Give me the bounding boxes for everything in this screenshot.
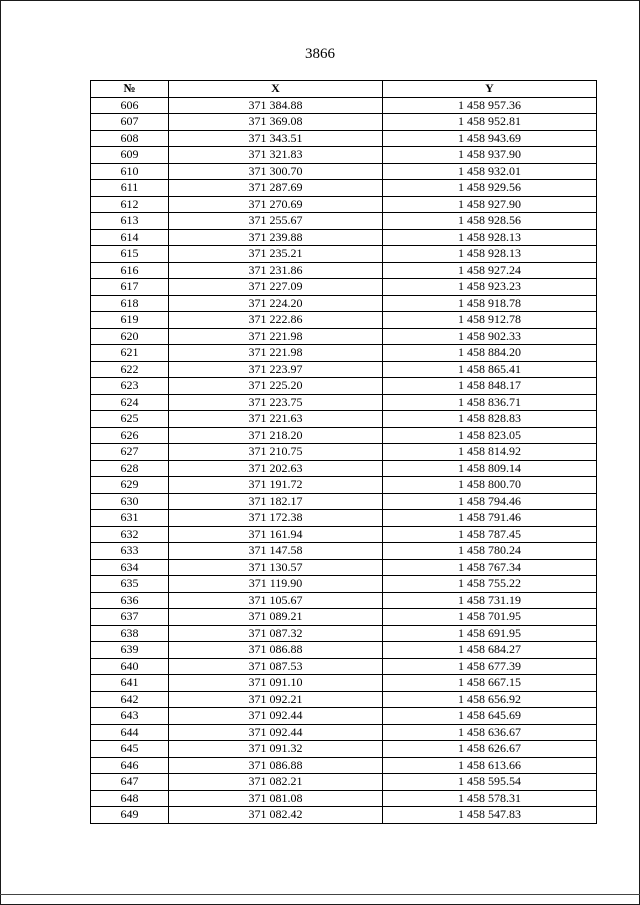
cell-number: 616 — [91, 262, 169, 279]
cell-y: 1 458 684.27 — [383, 642, 597, 659]
cell-x: 371 255.67 — [169, 213, 383, 230]
cell-x: 371 384.88 — [169, 97, 383, 114]
cell-y: 1 458 656.92 — [383, 691, 597, 708]
cell-number: 619 — [91, 312, 169, 329]
cell-x: 371 221.98 — [169, 345, 383, 362]
table-row — [91, 130, 597, 147]
table-row — [91, 724, 597, 741]
cell-x: 371 223.97 — [169, 361, 383, 378]
table-row — [91, 609, 597, 626]
cell-number: 638 — [91, 625, 169, 642]
cell-x: 371 119.90 — [169, 576, 383, 593]
cell-y: 1 458 578.31 — [383, 790, 597, 807]
cell-number: 627 — [91, 444, 169, 461]
coordinates-table — [90, 80, 597, 824]
cell-x: 371 130.57 — [169, 559, 383, 576]
table-row — [91, 477, 597, 494]
cell-y: 1 458 767.34 — [383, 559, 597, 576]
cell-number: 631 — [91, 510, 169, 527]
cell-x: 371 224.20 — [169, 295, 383, 312]
table-row — [91, 295, 597, 312]
cell-y: 1 458 595.54 — [383, 774, 597, 791]
table-row — [91, 180, 597, 197]
cell-x: 371 270.69 — [169, 196, 383, 213]
table-row — [91, 312, 597, 329]
table-row — [91, 592, 597, 609]
cell-x: 371 223.75 — [169, 394, 383, 411]
table-row — [91, 213, 597, 230]
cell-number: 615 — [91, 246, 169, 263]
cell-y: 1 458 932.01 — [383, 163, 597, 180]
cell-y: 1 458 645.69 — [383, 708, 597, 725]
cell-x: 371 287.69 — [169, 180, 383, 197]
cell-x: 371 239.88 — [169, 229, 383, 246]
cell-y: 1 458 791.46 — [383, 510, 597, 527]
table-row — [91, 807, 597, 824]
cell-x: 371 221.98 — [169, 328, 383, 345]
cell-y: 1 458 701.95 — [383, 609, 597, 626]
cell-number: 625 — [91, 411, 169, 428]
table-row — [91, 97, 597, 114]
header-number: № — [91, 81, 169, 98]
cell-y: 1 458 923.23 — [383, 279, 597, 296]
cell-x: 371 105.67 — [169, 592, 383, 609]
cell-number: 641 — [91, 675, 169, 692]
cell-number: 611 — [91, 180, 169, 197]
cell-number: 649 — [91, 807, 169, 824]
cell-y: 1 458 902.33 — [383, 328, 597, 345]
cell-x: 371 086.88 — [169, 757, 383, 774]
cell-x: 371 082.21 — [169, 774, 383, 791]
cell-x: 371 092.21 — [169, 691, 383, 708]
cell-x: 371 225.20 — [169, 378, 383, 395]
table-row — [91, 460, 597, 477]
table-row — [91, 345, 597, 362]
cell-x: 371 202.63 — [169, 460, 383, 477]
cell-x: 371 343.51 — [169, 130, 383, 147]
cell-x: 371 086.88 — [169, 642, 383, 659]
cell-number: 629 — [91, 477, 169, 494]
cell-y: 1 458 613.66 — [383, 757, 597, 774]
cell-number: 623 — [91, 378, 169, 395]
table-row — [91, 642, 597, 659]
table-row — [91, 427, 597, 444]
cell-y: 1 458 809.14 — [383, 460, 597, 477]
cell-x: 371 147.58 — [169, 543, 383, 560]
table-row — [91, 114, 597, 131]
cell-number: 637 — [91, 609, 169, 626]
table-row — [91, 163, 597, 180]
cell-x: 371 191.72 — [169, 477, 383, 494]
cell-x: 371 235.21 — [169, 246, 383, 263]
cell-number: 640 — [91, 658, 169, 675]
table-row — [91, 229, 597, 246]
cell-x: 371 091.10 — [169, 675, 383, 692]
cell-number: 630 — [91, 493, 169, 510]
cell-number: 606 — [91, 97, 169, 114]
cell-number: 617 — [91, 279, 169, 296]
cell-number: 644 — [91, 724, 169, 741]
cell-x: 371 092.44 — [169, 708, 383, 725]
cell-x: 371 227.09 — [169, 279, 383, 296]
cell-y: 1 458 937.90 — [383, 147, 597, 164]
cell-y: 1 458 884.20 — [383, 345, 597, 362]
table-row — [91, 526, 597, 543]
cell-y: 1 458 927.24 — [383, 262, 597, 279]
cell-number: 636 — [91, 592, 169, 609]
cell-y: 1 458 928.13 — [383, 246, 597, 263]
cell-number: 613 — [91, 213, 169, 230]
cell-x: 371 221.63 — [169, 411, 383, 428]
cell-x: 371 218.20 — [169, 427, 383, 444]
cell-x: 371 081.08 — [169, 790, 383, 807]
cell-number: 621 — [91, 345, 169, 362]
cell-x: 371 231.86 — [169, 262, 383, 279]
cell-number: 646 — [91, 757, 169, 774]
cell-y: 1 458 912.78 — [383, 312, 597, 329]
page-number: 3866 — [305, 46, 335, 62]
table-row — [91, 196, 597, 213]
cell-y: 1 458 823.05 — [383, 427, 597, 444]
cell-y: 1 458 794.46 — [383, 493, 597, 510]
cell-number: 643 — [91, 708, 169, 725]
header-y: Y — [383, 81, 597, 98]
cell-number: 622 — [91, 361, 169, 378]
cell-number: 634 — [91, 559, 169, 576]
table-row — [91, 378, 597, 395]
table-row — [91, 510, 597, 527]
cell-number: 610 — [91, 163, 169, 180]
table-row — [91, 361, 597, 378]
cell-y: 1 458 865.41 — [383, 361, 597, 378]
table-row — [91, 790, 597, 807]
table-row — [91, 741, 597, 758]
cell-y: 1 458 828.83 — [383, 411, 597, 428]
cell-x: 371 210.75 — [169, 444, 383, 461]
cell-number: 635 — [91, 576, 169, 593]
table-row — [91, 774, 597, 791]
table-row — [91, 559, 597, 576]
cell-number: 648 — [91, 790, 169, 807]
cell-y: 1 458 848.17 — [383, 378, 597, 395]
cell-y: 1 458 626.67 — [383, 741, 597, 758]
table-row — [91, 691, 597, 708]
table-row — [91, 658, 597, 675]
table-row — [91, 625, 597, 642]
cell-x: 371 087.32 — [169, 625, 383, 642]
cell-x: 371 087.53 — [169, 658, 383, 675]
cell-y: 1 458 814.92 — [383, 444, 597, 461]
cell-number: 632 — [91, 526, 169, 543]
cell-y: 1 458 836.71 — [383, 394, 597, 411]
table-row — [91, 147, 597, 164]
table-row — [91, 279, 597, 296]
table-row — [91, 444, 597, 461]
table-row — [91, 328, 597, 345]
cell-y: 1 458 677.39 — [383, 658, 597, 675]
cell-y: 1 458 800.70 — [383, 477, 597, 494]
bottom-divider — [0, 894, 640, 895]
cell-y: 1 458 952.81 — [383, 114, 597, 131]
cell-x: 371 182.17 — [169, 493, 383, 510]
cell-number: 608 — [91, 130, 169, 147]
cell-number: 609 — [91, 147, 169, 164]
cell-number: 645 — [91, 741, 169, 758]
table-row — [91, 757, 597, 774]
table-row — [91, 246, 597, 263]
cell-y: 1 458 755.22 — [383, 576, 597, 593]
cell-y: 1 458 928.13 — [383, 229, 597, 246]
cell-number: 628 — [91, 460, 169, 477]
cell-y: 1 458 927.90 — [383, 196, 597, 213]
cell-y: 1 458 918.78 — [383, 295, 597, 312]
cell-number: 614 — [91, 229, 169, 246]
cell-number: 626 — [91, 427, 169, 444]
cell-number: 612 — [91, 196, 169, 213]
cell-y: 1 458 636.67 — [383, 724, 597, 741]
table-row — [91, 708, 597, 725]
cell-x: 371 091.32 — [169, 741, 383, 758]
table-row — [91, 411, 597, 428]
table-row — [91, 262, 597, 279]
cell-number: 618 — [91, 295, 169, 312]
table-header-row — [91, 81, 597, 98]
cell-y: 1 458 667.15 — [383, 675, 597, 692]
cell-number: 607 — [91, 114, 169, 131]
table-row — [91, 394, 597, 411]
cell-x: 371 172.38 — [169, 510, 383, 527]
cell-x: 371 092.44 — [169, 724, 383, 741]
cell-y: 1 458 787.45 — [383, 526, 597, 543]
cell-x: 371 321.83 — [169, 147, 383, 164]
cell-y: 1 458 731.19 — [383, 592, 597, 609]
table-row — [91, 543, 597, 560]
cell-x: 371 089.21 — [169, 609, 383, 626]
cell-y: 1 458 943.69 — [383, 130, 597, 147]
cell-x: 371 369.08 — [169, 114, 383, 131]
cell-number: 639 — [91, 642, 169, 659]
table-row — [91, 493, 597, 510]
cell-y: 1 458 929.56 — [383, 180, 597, 197]
cell-x: 371 222.86 — [169, 312, 383, 329]
table-row — [91, 675, 597, 692]
cell-y: 1 458 691.95 — [383, 625, 597, 642]
cell-x: 371 161.94 — [169, 526, 383, 543]
cell-number: 624 — [91, 394, 169, 411]
cell-number: 633 — [91, 543, 169, 560]
header-x: X — [169, 81, 383, 98]
cell-y: 1 458 957.36 — [383, 97, 597, 114]
cell-number: 642 — [91, 691, 169, 708]
table-row — [91, 576, 597, 593]
cell-number: 620 — [91, 328, 169, 345]
cell-number: 647 — [91, 774, 169, 791]
cell-x: 371 082.42 — [169, 807, 383, 824]
cell-y: 1 458 780.24 — [383, 543, 597, 560]
cell-x: 371 300.70 — [169, 163, 383, 180]
table-body — [91, 97, 597, 823]
cell-y: 1 458 928.56 — [383, 213, 597, 230]
cell-y: 1 458 547.83 — [383, 807, 597, 824]
